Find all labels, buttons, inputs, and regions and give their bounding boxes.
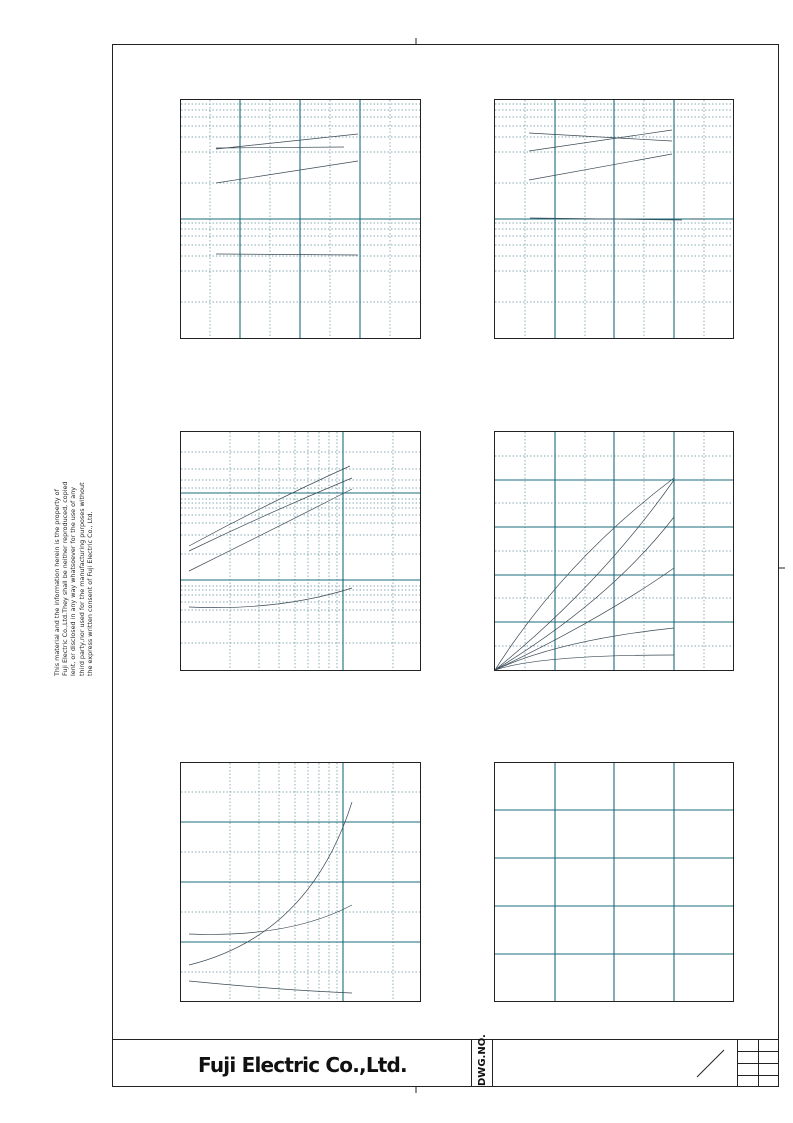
chart-1-top-left: [181, 100, 421, 339]
notice-line-3: lent, or disclosed in any way whatsoever for the use of any: [69, 486, 78, 676]
chart-3-middle-left: [181, 432, 421, 671]
chart-4-middle-right: [495, 432, 734, 671]
notice-line-2: Fuji Electric Co.,Ltd.They shall be neither reproduced, copied: [61, 481, 70, 676]
confidentiality-notice: [53, 436, 94, 676]
company-name: Fuji Electric Co.,Ltd.: [198, 1053, 407, 1077]
notice-line-1: This material and the information herein is the property of: [53, 489, 61, 676]
drawing-number-label: DWG.NO.: [477, 1034, 488, 1086]
notice-line-4: third party,nor used for the manufacturing purposes without: [77, 482, 86, 676]
chart-6-bottom-right: [495, 763, 734, 1002]
chart-5-bottom-left: [181, 763, 421, 1002]
notice-line-5: the express written consent of Fuji Electric Co., Ltd.: [85, 511, 94, 676]
chart-2-top-right: [495, 100, 734, 339]
